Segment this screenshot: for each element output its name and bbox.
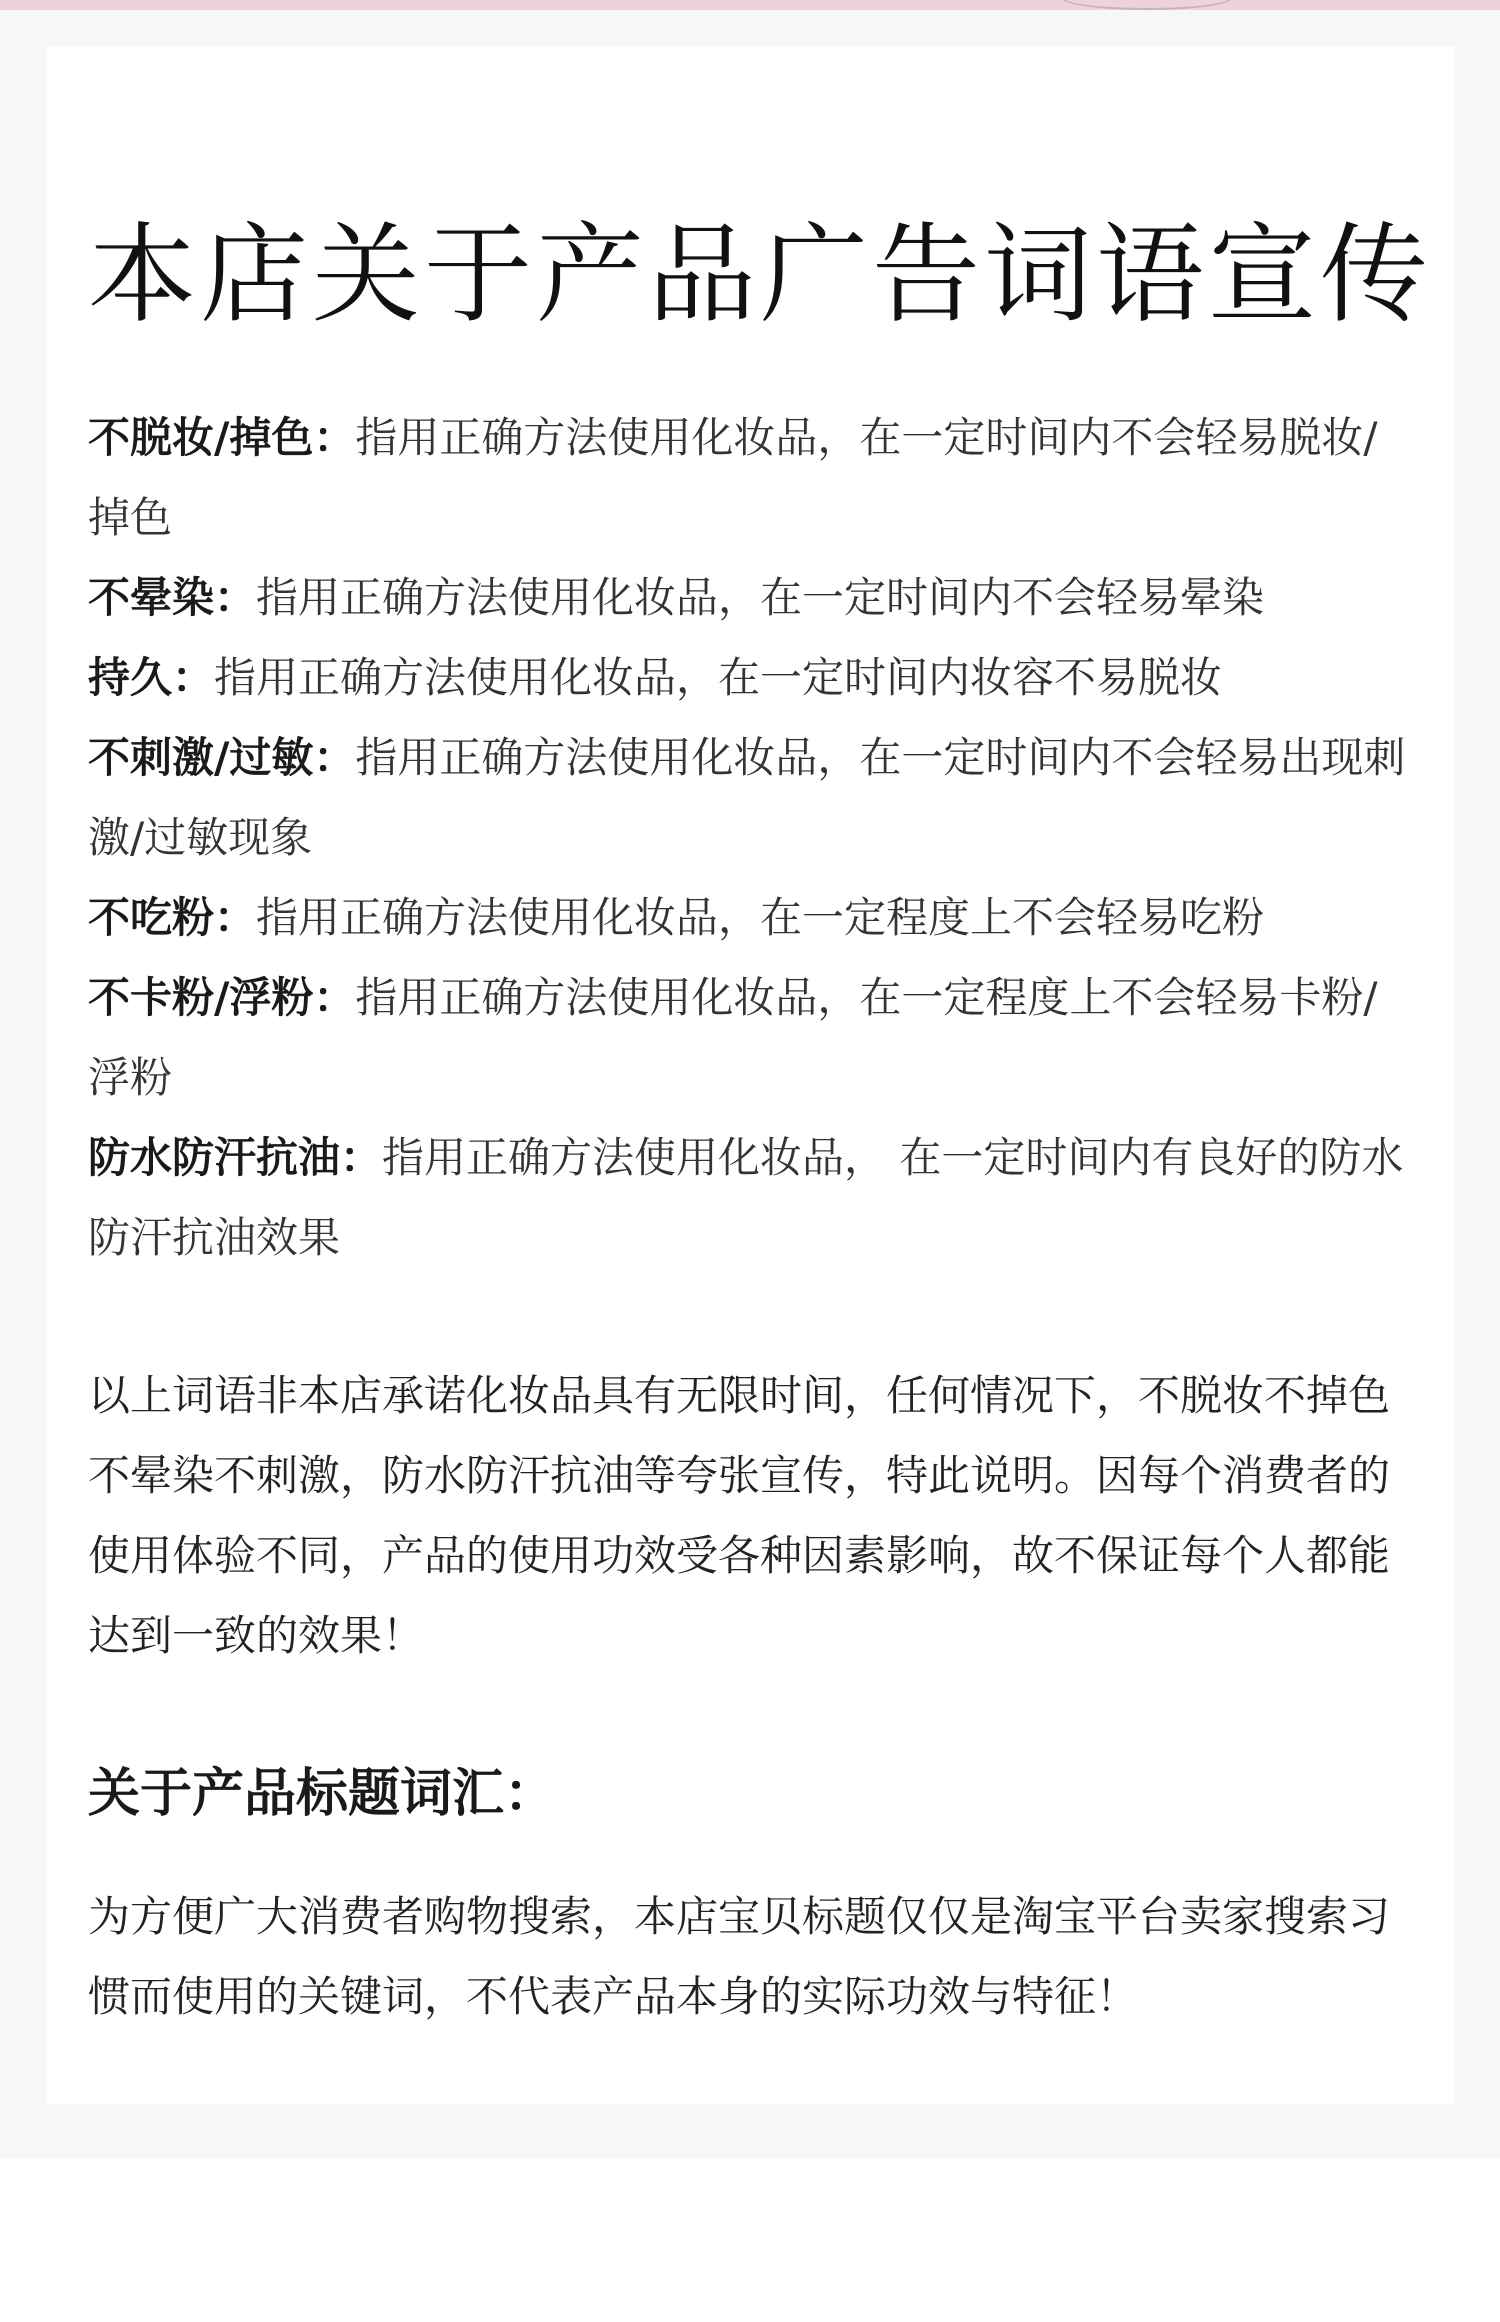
term-name: 防水防汗抗油：	[88, 1133, 383, 1182]
decorative-ornament	[1062, 0, 1232, 10]
term-name: 持久：	[88, 653, 215, 702]
term-description: 指用正确方法使用化妆品， 在一定时间内有良好的防水防汗抗油效果	[88, 1133, 1404, 1262]
term-description: 指用正确方法使用化妆品，在一定时间内不会轻易出现刺激/过敏现象	[88, 733, 1406, 862]
term-name: 不刺激/过敏：	[88, 733, 356, 782]
term-item	[88, 958, 1412, 1118]
term-description: 指用正确方法使用化妆品，在一定程度上不会轻易吃粉	[256, 893, 1265, 942]
term-item	[88, 878, 1412, 958]
title-words-heading: 关于产品标题词汇：	[88, 1764, 557, 1824]
term-name: 不脱妆/掉色：	[88, 413, 356, 462]
term-description: 指用正确方法使用化妆品，在一定时间内不会轻易晕染	[256, 573, 1265, 622]
disclaimer-paragraph: 以上词语非本店承诺化妆品具有无限时间，任何情况下，不脱妆不掉色不晕染不刺激，防水防汗抗油等夸张宣传，特此说明。因每个消费者的使用体验不同，产品的使用功效受各种因素影响，故不保证每个人都能达到一致的效果！	[88, 1371, 1391, 1660]
term-description: 指用正确方法使用化妆品，在一定时间内妆容不易脱妆	[214, 653, 1223, 702]
notice-card	[46, 46, 1454, 2104]
term-item	[88, 638, 1412, 718]
term-name: 不吃粉：	[88, 893, 257, 942]
term-item	[88, 398, 1412, 558]
term-name: 不晕染：	[88, 573, 257, 622]
term-item	[88, 1118, 1412, 1278]
term-description: 指用正确方法使用化妆品，在一定程度上不会轻易卡粉/浮粉	[88, 973, 1378, 1102]
page-title: 本店关于产品广告词语宣传	[88, 213, 1433, 338]
term-description: 指用正确方法使用化妆品，在一定时间内不会轻易脱妆/掉色	[88, 413, 1378, 542]
term-item	[88, 558, 1412, 638]
term-item	[88, 718, 1412, 878]
title-words-body: 为方便广大消费者购物搜索，本店宝贝标题仅仅是淘宝平台卖家搜索习惯而使用的关键词，不代表产品本身的实际功效与特征！	[88, 1892, 1391, 2022]
term-name: 不卡粉/浮粉：	[88, 973, 356, 1022]
term-list	[88, 398, 1412, 1278]
top-banner-strip	[0, 0, 1500, 10]
